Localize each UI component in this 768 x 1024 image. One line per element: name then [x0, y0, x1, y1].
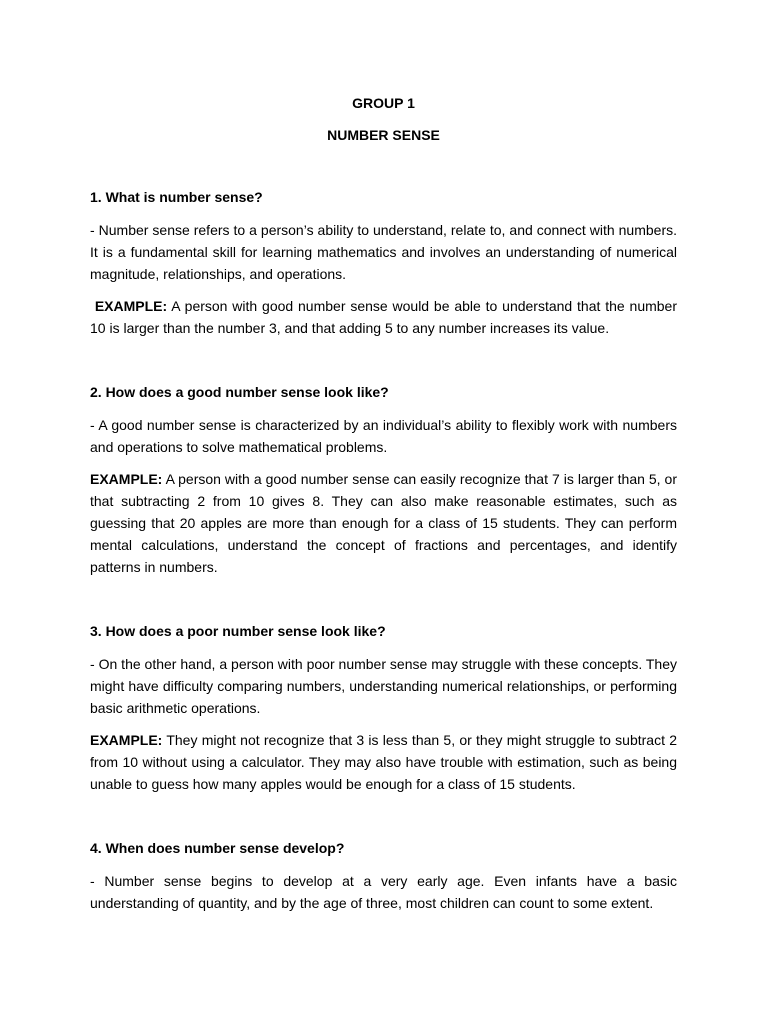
section-2 — [90, 382, 677, 578]
topic-title: NUMBER SENSE — [327, 127, 440, 143]
section-4 — [90, 838, 677, 914]
group-title: GROUP 1 — [352, 95, 415, 111]
section-3 — [90, 621, 677, 795]
example-label: EXAMPLE: — [90, 471, 163, 487]
question-heading: 4. When does number sense develop? — [90, 840, 345, 856]
example-paragraph — [90, 729, 677, 795]
section-1 — [90, 187, 677, 339]
answer-paragraph: - Number sense begins to develop at a very early age. Even infants have a basic understanding of quantity, and by the age of three, most children can count to some extent. — [90, 873, 677, 911]
example-text: A person with a good number sense can easily recognize that 7 is larger than 5, or that subtracting 2 from 10 gives 8. They can also make reasonable estimates, such as guessing that 20 apples are more than enough for a class of 15 students. They can perform mental calculations, understand the concept of fractions and percentages, and identify patterns in numbers. — [90, 471, 677, 575]
document-page — [90, 93, 677, 924]
example-label: EXAMPLE: — [90, 732, 163, 748]
example-paragraph — [90, 468, 677, 578]
example-text: A person with good number sense would be able to understand that the number 10 is larger than the number 3, and that adding 5 to any number increases its value. — [90, 298, 677, 336]
answer-paragraph: - A good number sense is characterized by an individual’s ability to flexibly work with numbers and operations to solve mathematical problems. — [90, 417, 677, 455]
answer-paragraph: - Number sense refers to a person’s ability to understand, relate to, and connect with numbers. It is a fundamental skill for learning mathematics and involves an understanding of numerical magnitude, relationships, and operations. — [90, 222, 677, 282]
question-heading: 3. How does a poor number sense look like? — [90, 623, 386, 639]
example-paragraph — [90, 295, 677, 339]
example-text: They might not recognize that 3 is less than 5, or they might struggle to subtract 2 from 10 without using a calculator. They may also have trouble with estimation, such as being unable to guess how many apples would be enough for a class of 15 students. — [90, 732, 677, 792]
example-label: EXAMPLE: — [94, 298, 168, 314]
answer-paragraph: - On the other hand, a person with poor number sense may struggle with these concepts. They might have difficulty comparing numbers, understanding numerical relationships, or performing basic arithmetic operations. — [90, 656, 677, 716]
question-heading: 2. How does a good number sense look like? — [90, 384, 389, 400]
question-heading: 1. What is number sense? — [90, 189, 263, 205]
